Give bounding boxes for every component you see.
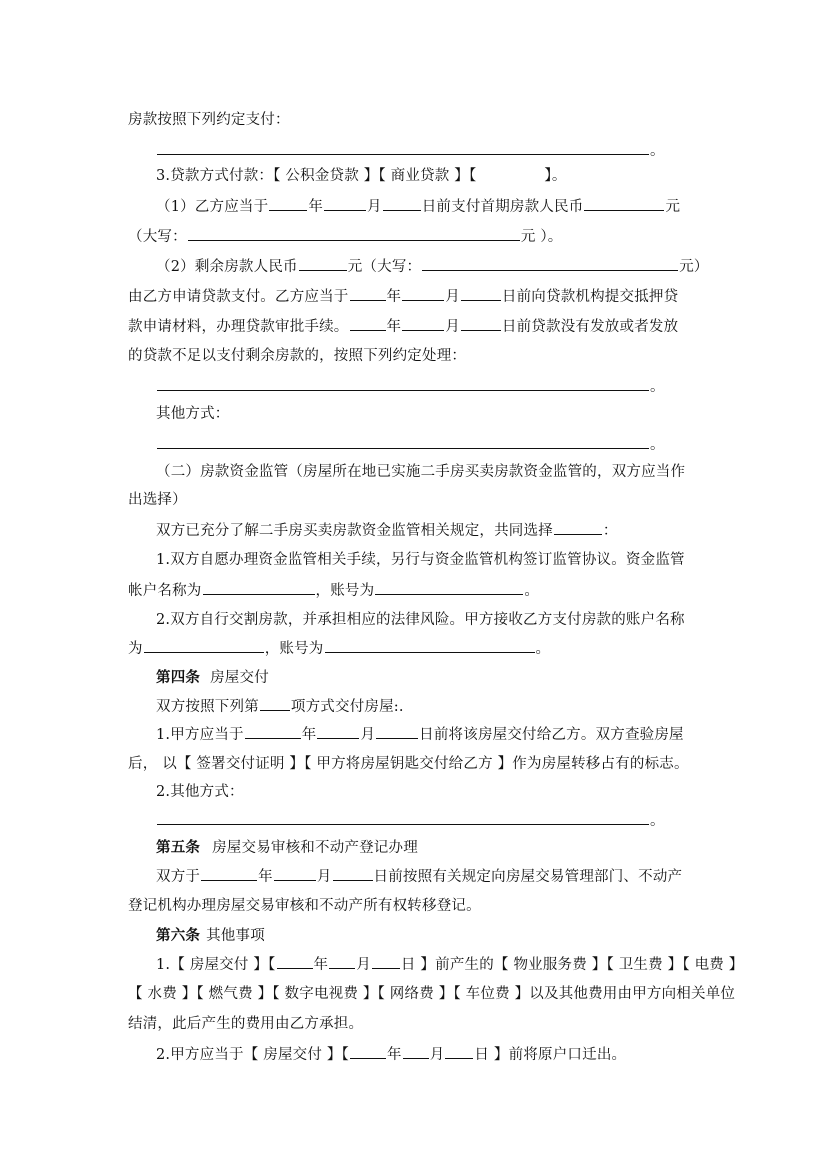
option-1-text: 1.双方自愿办理资金监管相关手续，另行与资金监管机构签订监管协议。资金监管: [156, 552, 685, 568]
registration-text-2: 日前按照有关规定向房屋交易管理部门、不动产: [373, 869, 683, 885]
blank-account-name[interactable]: [203, 580, 315, 595]
capitalized-end: 元 ）。: [520, 229, 563, 245]
blank-month[interactable]: [402, 316, 444, 331]
fund-supervision-text-2: 出选择）: [128, 492, 187, 508]
text-line-registration: [156, 866, 706, 887]
text-line-loan-insufficient: [128, 346, 706, 366]
blank-amount[interactable]: [584, 196, 664, 211]
text-line-loan-method: [156, 166, 706, 186]
month-label: 月: [445, 289, 460, 305]
yuan-label: 元: [665, 199, 681, 215]
blank-month[interactable]: [317, 724, 359, 739]
month-label: 月: [316, 869, 332, 885]
text-line-fund-supervision: [156, 462, 706, 482]
year-label: 年: [258, 869, 273, 885]
account-number-text: ，账号为: [264, 641, 324, 657]
text-line-hukou: [156, 1044, 706, 1065]
registration-text-3: 登记机构办理房屋交易审核和不动产所有权转移登记。: [128, 898, 481, 914]
text-line-payment-terms: [128, 110, 706, 130]
month-label: 月: [356, 957, 371, 973]
loan-materials-text: 款申请材料，办理贷款审批手续。: [128, 319, 349, 335]
blank-account-number[interactable]: [375, 580, 523, 595]
text-line-delivery-method: [156, 696, 706, 717]
period: 。: [650, 143, 665, 159]
text-line-loan-materials: [128, 316, 706, 337]
text-line-remaining: [156, 256, 709, 277]
year-label: 年: [387, 1047, 402, 1063]
article-4-heading: [156, 668, 706, 688]
blank-payment-terms[interactable]: [157, 140, 649, 155]
month-label: 月: [429, 1047, 445, 1063]
loan-insufficient-text: 的贷款不足以支付剩余房款的，按照下列约定处理：: [128, 348, 467, 364]
blank-other-method[interactable]: [157, 434, 649, 449]
blank-month[interactable]: [402, 286, 444, 301]
blank-month[interactable]: [274, 866, 316, 881]
blank-year[interactable]: [269, 196, 307, 211]
article-5-number: 第五条: [156, 839, 201, 856]
delivery-method-text-2: 项方式交付房屋:.: [290, 699, 404, 715]
blank-year[interactable]: [350, 316, 386, 331]
blank-year[interactable]: [245, 724, 301, 739]
text-line-fees: [156, 954, 744, 975]
article-5-title: 房屋交易审核和不动产登记办理: [212, 840, 418, 856]
year-label: 年: [301, 727, 317, 743]
hukou-text-2: 日 】前将原户口迁出。: [474, 1047, 627, 1063]
remaining-end: 元）: [679, 259, 709, 275]
blank-handling[interactable]: [157, 376, 649, 391]
loan-method-end: 】。: [544, 168, 567, 184]
article-6-title: 其他事项: [206, 928, 265, 944]
blank-year[interactable]: [201, 866, 257, 881]
year-label: 年: [308, 199, 324, 215]
blank-day[interactable]: [461, 286, 501, 301]
text-line-other-method: [156, 404, 706, 424]
text-line-option-2: [156, 610, 706, 630]
year-label: 年: [386, 289, 402, 305]
period: 。: [650, 813, 665, 829]
text-line-delivery-date: [156, 724, 706, 745]
fees-text-3: 【 水费 】【 燃气费 】【 数字电视费 】【 网络费 】【 车位费 】以及其他费用由甲方向相关单位: [128, 986, 736, 1002]
delivery-method-text: 双方按照下列第: [156, 699, 259, 715]
blank-remaining-amount[interactable]: [299, 256, 347, 271]
colon: ：: [602, 523, 618, 539]
remaining-text: （2）剩余房款人民币: [156, 259, 298, 275]
article-6-heading: [156, 926, 706, 946]
text-line-option-1: [156, 550, 706, 570]
text-line-first-payment: [156, 196, 706, 217]
fees-text: 1.【 房屋交付 】【: [156, 957, 276, 973]
blank-account-name[interactable]: [144, 638, 264, 653]
period: 。: [650, 437, 665, 453]
loan-apply-text: 由乙方申请贷款支付。乙方应当于: [128, 289, 349, 305]
blank-year[interactable]: [277, 954, 313, 969]
blank-year[interactable]: [350, 1044, 386, 1059]
text-line-fees-3: [128, 1014, 706, 1034]
period: 。: [650, 379, 665, 395]
delivery-sign-text: 后， 以【 签署交付证明 】【 甲方将房屋钥匙交付给乙方 】作为房屋转移占有的标志。: [128, 756, 689, 772]
blank-month[interactable]: [324, 196, 366, 211]
fees-text-4: 结清，此后产生的费用由乙方承担。: [128, 1016, 364, 1032]
text-line-loan-apply: [128, 286, 706, 307]
text-line-account-2: [128, 638, 706, 659]
text-line-fees-2: [128, 984, 736, 1004]
other-method-text: 其他方式：: [156, 406, 230, 422]
delivery-date-text: 1.甲方应当于: [156, 727, 244, 743]
first-payment-text: （1）乙方应当于: [156, 199, 269, 215]
fill-line-handling: [156, 376, 706, 397]
capitalized-text: （大写：: [128, 229, 187, 245]
blank-remaining-capitalized[interactable]: [422, 256, 678, 271]
account-name-text: 帐户名称为: [128, 583, 202, 599]
blank-day[interactable]: [376, 724, 418, 739]
blank-day[interactable]: [383, 196, 421, 211]
fees-text-2: 日 】前产生的【 物业服务费 】【 卫生费 】【 电费 】: [400, 957, 744, 973]
fill-line-payment: [156, 140, 706, 161]
month-label: 月: [445, 319, 460, 335]
remaining-text-2: 元（大写：: [347, 259, 422, 275]
period: 。: [535, 641, 551, 657]
blank-month[interactable]: [329, 954, 355, 969]
blank-delivery-item[interactable]: [260, 696, 290, 711]
hukou-text: 2.甲方应当于【 房屋交付 】【: [156, 1047, 350, 1063]
text-line-delivery-sign: [128, 754, 706, 774]
blank-year[interactable]: [350, 286, 386, 301]
period: 。: [524, 583, 540, 599]
delivery-date-text-2: 日前将该房屋交付给乙方。双方查验房屋: [419, 727, 684, 743]
account-number-text: ，账号为: [315, 583, 375, 599]
loan-method-text: 3.贷款方式付款：【 公积金贷款 】【 商业贷款 】【: [156, 168, 477, 184]
account-name-text: 为: [128, 641, 143, 657]
article-4-number: 第四条: [156, 669, 201, 686]
blank-day[interactable]: [461, 316, 501, 331]
blank-account-number[interactable]: [325, 638, 535, 653]
fill-line-other-method: [156, 434, 706, 455]
blank-month[interactable]: [403, 1044, 429, 1059]
month-label: 月: [360, 727, 376, 743]
first-payment-text-2: 日前支付首期房款人民币: [421, 199, 584, 215]
blank-day[interactable]: [372, 954, 400, 969]
blank-delivery-other[interactable]: [157, 810, 649, 825]
loan-materials-text-2: 日前贷款没有发放或者发放: [501, 319, 679, 335]
year-label: 年: [313, 957, 329, 973]
fill-line-delivery-other: [156, 810, 706, 831]
loan-apply-text-2: 日前向贷款机构提交抵押贷: [501, 289, 679, 305]
text-line-account-1: [128, 580, 706, 601]
text-line-choose: [156, 520, 706, 541]
blank-choice[interactable]: [554, 520, 602, 535]
delivery-other-text: 2.其他方式：: [156, 784, 244, 800]
article-6-number: 第六条: [156, 927, 201, 944]
registration-text: 双方于: [156, 869, 201, 885]
text-line-delivery-other: [156, 782, 706, 802]
blank-capitalized[interactable]: [188, 226, 520, 241]
blank-day[interactable]: [445, 1044, 473, 1059]
choose-text: 双方已充分了解二手房买卖房款资金监管相关规定，共同选择: [156, 523, 553, 539]
text-line-fund-supervision-2: [128, 490, 706, 510]
article-4-title: 房屋交付: [210, 670, 269, 686]
payment-terms-text: 房款按照下列约定支付：: [128, 112, 290, 128]
text-line-registration-2: [128, 896, 706, 916]
article-5-heading: [156, 838, 706, 858]
option-2-text: 2.双方自行交割房款，并承担相应的法律风险。甲方接收乙方支付房款的账户名称: [156, 612, 685, 628]
blank-day[interactable]: [333, 866, 373, 881]
fund-supervision-text: （二）房款资金监管（房屋所在地已实施二手房买卖房款资金监管的，双方应当作: [156, 464, 686, 480]
year-label: 年: [386, 319, 402, 335]
month-label: 月: [367, 199, 382, 215]
text-line-capitalized: [128, 226, 706, 247]
